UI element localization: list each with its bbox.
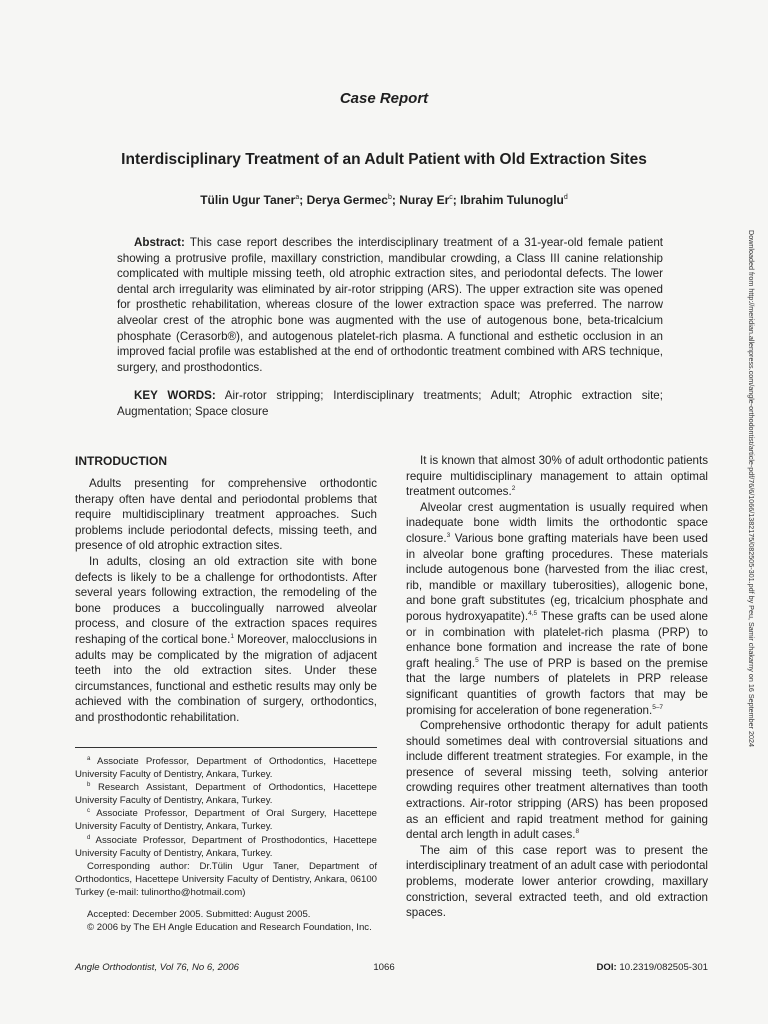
- abstract-text: This case report describes the interdisciplinary treatment of a 31-year-old female patient showing a protrusive profile, maxillary constriction, mandibular crowding, a Class III canine relationship complicated with multiple missing teeth, old atrophic extraction sites, and periodontal defects. The lower dental arch irregularity was eliminated by air-rotor stripping (ARS). The upper extraction site was opened for prosthetic rehabilitation, whereas closure of the lower extraction space was preferred. The narrow alveolar crest of the atrophic bone was augmented with the use of autogenous bone, beta-tricalcium phosphate (Cerasorb®), and autogenous platelet-rich plasma. A functional and esthetic occlusion in an improved facial profile was established at the end of orthodontic treatment combined with ARS technique, surgery, and prosthodontics.: [117, 236, 663, 374]
- footnote-mark: b: [87, 782, 91, 788]
- body-paragraph: [406, 453, 708, 500]
- left-column-body: [75, 476, 377, 726]
- footnote-mark: d: [87, 834, 91, 841]
- author-separator: ;: [452, 193, 461, 207]
- author-affiliation-mark: c: [449, 194, 453, 201]
- keywords-label: KEY WORDS:: [134, 389, 216, 402]
- accepted-dates: Accepted: December 2005. Submitted: August 2005.: [87, 909, 311, 921]
- footnote-text: Corresponding author: Dr.Tülin Ugur Taner, Department of Orthodontics, Hacettepe University Faculty of Dentistry, Ankara, 06100 Turkey (e-mail: tulinortho@hotmail.com): [75, 860, 377, 898]
- author-affiliation-mark: a: [295, 194, 300, 201]
- reference-citation: 5–7: [652, 703, 664, 711]
- keywords-text: Air-rotor stripping; Interdisciplinary treatments; Adult; Atrophic extraction site; Augmentation; Space closure: [117, 389, 663, 418]
- author-name: Tülin Ugur Taner: [200, 193, 296, 207]
- left-column: [75, 453, 377, 726]
- footnote-text: Associate Professor, Department of Orthodontics, Hacettepe University Faculty of Dentistry, Ankara, Turkey.: [75, 756, 377, 781]
- doi: [597, 962, 709, 973]
- body-text: These grafts can be used alone or in combination with platelet-rich plasma (PRP) to enhance bone formation and increase the rate of bone graft healing.: [406, 609, 708, 670]
- author-separator: ;: [299, 193, 307, 207]
- body-paragraph: [406, 718, 708, 843]
- body-paragraph: [75, 476, 377, 554]
- author-list: [40, 193, 728, 207]
- author-name: Nuray Er: [399, 193, 450, 207]
- body-paragraph: [406, 843, 708, 921]
- footnote-text: Associate Professor, Department of Prosthodontics, Hacettepe University Faculty of Dentistry, Ankara, Turkey.: [75, 834, 377, 859]
- body-text: Alveolar crest augmentation is usually required when inadequate bone width limits the orthodontic space closure.: [406, 500, 708, 545]
- author-separator: ;: [391, 193, 400, 207]
- copyright-notice: © 2006 by The EH Angle Education and Research Foundation, Inc.: [87, 922, 372, 934]
- footnote-mark: a: [87, 755, 91, 762]
- author-name: Derya Germec: [306, 193, 388, 207]
- doi-label: DOI:: [596, 962, 617, 973]
- section-heading-introduction: INTRODUCTION: [75, 454, 167, 468]
- article-title: Interdisciplinary Treatment of an Adult Patient with Old Extraction Sites: [121, 151, 647, 168]
- reference-citation: 8: [575, 828, 580, 836]
- body-text: The aim of this case report was to present the interdisciplinary treatment of an adult case with periodontal problems, moderate lower anterior crowding, maxillary constriction, several extracted teeth, and old extraction spaces.: [406, 843, 708, 920]
- download-watermark: [744, 230, 758, 820]
- right-column: [406, 453, 708, 921]
- article-type-label: Case Report: [339, 90, 429, 107]
- reference-citation: 3: [446, 532, 451, 540]
- journal-citation: Angle Orthodontist, Vol 76, No 6, 2006: [75, 962, 239, 973]
- author-name: Ibrahim Tulunoglu: [460, 193, 564, 207]
- author-affiliation-mark: d: [563, 194, 568, 201]
- affiliation-list: [75, 755, 377, 899]
- right-column-body: [406, 453, 708, 921]
- footnotes: [75, 755, 377, 934]
- keywords: [117, 388, 663, 419]
- footnote-divider: [75, 747, 377, 748]
- footnote-text: Associate Professor, Department of Oral Surgery, Hacettepe University Faculty of Dentistry, Ankara, Turkey.: [75, 808, 377, 833]
- reference-citation: 1: [230, 633, 234, 641]
- body-paragraph: [75, 554, 377, 726]
- abstract-label: Abstract:: [134, 236, 185, 249]
- footnote-text: Research Assistant, Department of Orthodontics, Hacettepe University Faculty of Dentistry, Ankara, Turkey.: [75, 782, 377, 807]
- download-watermark-text: Downloaded from http://meridian.allenpress.com/angle-orthodontist/article-pdf/76/6/1066/1382175/082505-301.pdf by Peu, Samir chakarny on 16 September 2024: [747, 230, 756, 748]
- doi-value: 10.2319/082505-301: [616, 962, 708, 973]
- body-text: In adults, closing an old extraction site with bone defects is likely to be a challenge for orthodontists. After several years following extraction, the remodeling of the bone produces a buccolingually narrowed alveolar process, and closure of the extraction spaces requires reshaping of the cortical bone.: [75, 554, 377, 646]
- footnote-item: [75, 755, 377, 781]
- reference-citation: 2: [511, 485, 516, 493]
- body-paragraph: [406, 500, 708, 718]
- abstract: [117, 235, 663, 375]
- footnote-mark: c: [87, 808, 90, 815]
- footnote-item: [75, 781, 377, 807]
- body-text: Moreover, malocclusions in adults may be complicated by the migration of adjacent teeth into the old extraction sites. Under these circumstances, functional and esthetic results may only be achieved with the combination of surgery, orthodontics, and prosthodontic rehabilitation.: [75, 632, 378, 724]
- reference-citation: 5: [475, 656, 479, 664]
- body-text: Adults presenting for comprehensive orthodontic therapy often have dental and periodontal problems that require multidisciplinary treatment approaches. Such problems include periodontal defects, missing teeth, and presence of old atrophic extraction sites.: [75, 477, 377, 553]
- author-affiliation-mark: b: [387, 194, 392, 201]
- footnote-item: [75, 834, 377, 860]
- body-text: Comprehensive orthodontic therapy for adult patients should sometimes deal with controversial situations and include different treatment strategies. For example, in the presence of several missing teeth, solving anterior crowding requires other treatment alternatives than tooth extractions. Air-rotor stripping (ARS) has been proposed as an efficient and rapid treatment method for gaining dental arch length in adult cases.: [406, 719, 708, 842]
- body-text: The use of PRP is based on the premise that the large numbers of platelets in PRP release significant quantities of growth factors that may be promising for acceleration of bone regeneration.: [406, 656, 708, 717]
- footnote-item: [75, 860, 377, 899]
- body-text: Various bone grafting materials have been used in alveolar bone grafting procedures. These materials include autogenous bone (harvested from the iliac crest, rib, mandible or maxillary tuberosities), allogenic bone, and bone graft substitutes (eg, tricalcium phosphate and porous hydroxyapatite).: [406, 531, 708, 623]
- footnote-item: [75, 807, 377, 833]
- body-text: It is known that almost 30% of adult orthodontic patients require multidisciplinary management to attain optimal treatment outcomes.: [406, 454, 708, 499]
- reference-citation: 4,5: [528, 610, 538, 618]
- page-number: 1066: [373, 962, 395, 973]
